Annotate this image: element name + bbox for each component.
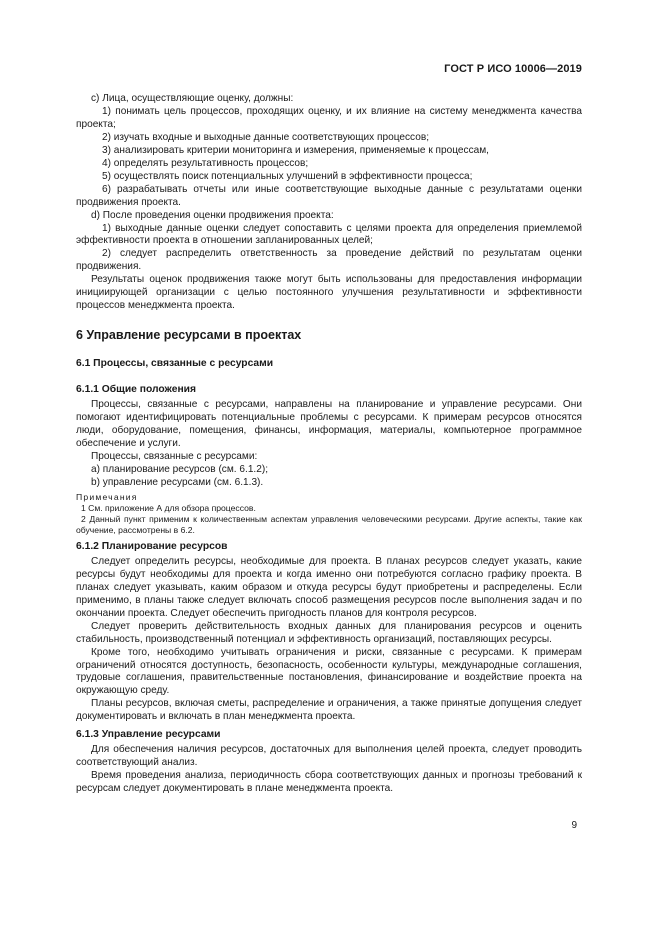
section-6-1-3-heading: 6.1.3 Управление ресурсами bbox=[76, 729, 221, 741]
page-number: 9 bbox=[571, 820, 577, 831]
note-2: 2 Данный пункт применим к количественным аспектам управления человеческими ресурсами. Другие аспекты, такие как обучение, рассмотрены в 6.2. bbox=[76, 513, 582, 535]
list-item-c: c) Лица, осуществляющие оценку, должны: bbox=[91, 93, 294, 104]
list-item-d2: 2) следует распределить ответственность за проведение действий по результатам оценки продвижения. bbox=[76, 248, 582, 273]
paragraph-612-4: Планы ресурсов, включая сметы, распределение и ограничения, а также принятые допущения следует документировать и включать в план менеджмента проекта. bbox=[76, 698, 582, 723]
notes-title: Примечания bbox=[76, 491, 138, 502]
section-6-heading: 6 Управление ресурсами в проектах bbox=[76, 328, 302, 343]
paragraph-611-1: Процессы, связанные с ресурсами, направлены на планирование и управление ресурсами. Они помогают идентифицировать потенциальные проблемы с ресурсами. К примерам ресурсов относятся люди, оборудование, помещения, финансы, информация, материалы, компьютерное программное обеспечение и услуги. bbox=[76, 399, 582, 450]
list-item-c1: 1) понимать цель процессов, проходящих оценку, и их влияние на систему менеджмента качества проекта; bbox=[76, 105, 582, 130]
document-body bbox=[76, 93, 582, 796]
paragraph-612-2: Следует проверить действительность входных данных для планирования ресурсов и оценить стабильность, производственный потенциал и эффективность организаций, поставляющих ресурсы. bbox=[76, 620, 582, 645]
paragraph-611-2: Процессы, связанные с ресурсами: bbox=[91, 451, 258, 463]
section-6-1-heading: 6.1 Процессы, связанные с ресурсами bbox=[76, 358, 274, 370]
list-item-b: b) управление ресурсами (см. 6.1.3). bbox=[91, 476, 264, 488]
list-item-a: a) планирование ресурсов (см. 6.1.2); bbox=[91, 463, 269, 475]
paragraph-results: Результаты оценок продвижения также могут быть использованы для предоставления информации инициирующей организации с целью постоянного улучшения результативности и эффективности процессов менеджмента проекта. bbox=[76, 274, 582, 312]
note-1: 1 См. приложение А для обзора процессов. bbox=[81, 502, 256, 513]
section-6-1-1-heading: 6.1.1 Общие положения bbox=[76, 384, 196, 396]
list-item-c5: 5) осуществлять поиск потенциальных улучшений в эффективности процесса; bbox=[102, 170, 473, 182]
list-item-c2: 2) изучать входные и выходные данные соответствующих процессов; bbox=[102, 131, 429, 143]
list-item-c6: 6) разрабатывать отчеты или иные соответствующие выходные данные с результатами оценки продвижения проекта. bbox=[76, 183, 582, 208]
section-6-1-2-heading: 6.1.2 Планирование ресурсов bbox=[76, 540, 228, 552]
list-item-c4: 4) определять результативность процессов; bbox=[102, 157, 309, 169]
list-item-d: d) После проведения оценки продвижения проекта: bbox=[91, 209, 334, 221]
paragraph-612-3: Кроме того, необходимо учитывать ограничения и риски, связанные с ресурсами. К примерам ограничений относятся доступность, безопасность, особенности культуры, международные соглашения, трудовые соглашения, правительственные постановления, финансирование и воздействие проекта на окружающую среду. bbox=[76, 646, 582, 697]
document-header: ГОСТ Р ИСО 10006—2019 bbox=[444, 63, 582, 75]
paragraph-612-1: Следует определить ресурсы, необходимые для проекта. В планах ресурсов следует указать, какие ресурсы будут необходимы для проекта и когда именно они потребуются согласно графику проекта. В планах следует указывать, каким образом и откуда ресурсы будут приобретены и распределены. Если применимо, в планы также следует включать способ размещения ресурсов после выполнения задач и по окончании проекта. Следует обеспечить пригодность планов для контроля ресурсов. bbox=[76, 555, 582, 619]
list-item-d1: 1) выходные данные оценки следует сопоставить с целями проекта для определения приемлемой эффективности проекта в отношении запланированных целей; bbox=[76, 222, 582, 247]
paragraph-613-2: Время проведения анализа, периодичность сбора соответствующих данных и прогнозы требований к ресурсам следует документировать в плане менеджмента проекта. bbox=[76, 770, 582, 795]
list-item-c3: 3) анализировать критерии мониторинга и измерения, применяемые к процессам, bbox=[102, 144, 489, 156]
paragraph-613-1: Для обеспечения наличия ресурсов, достаточных для выполнения целей проекта, следует проводить соответствующий анализ. bbox=[76, 744, 582, 769]
